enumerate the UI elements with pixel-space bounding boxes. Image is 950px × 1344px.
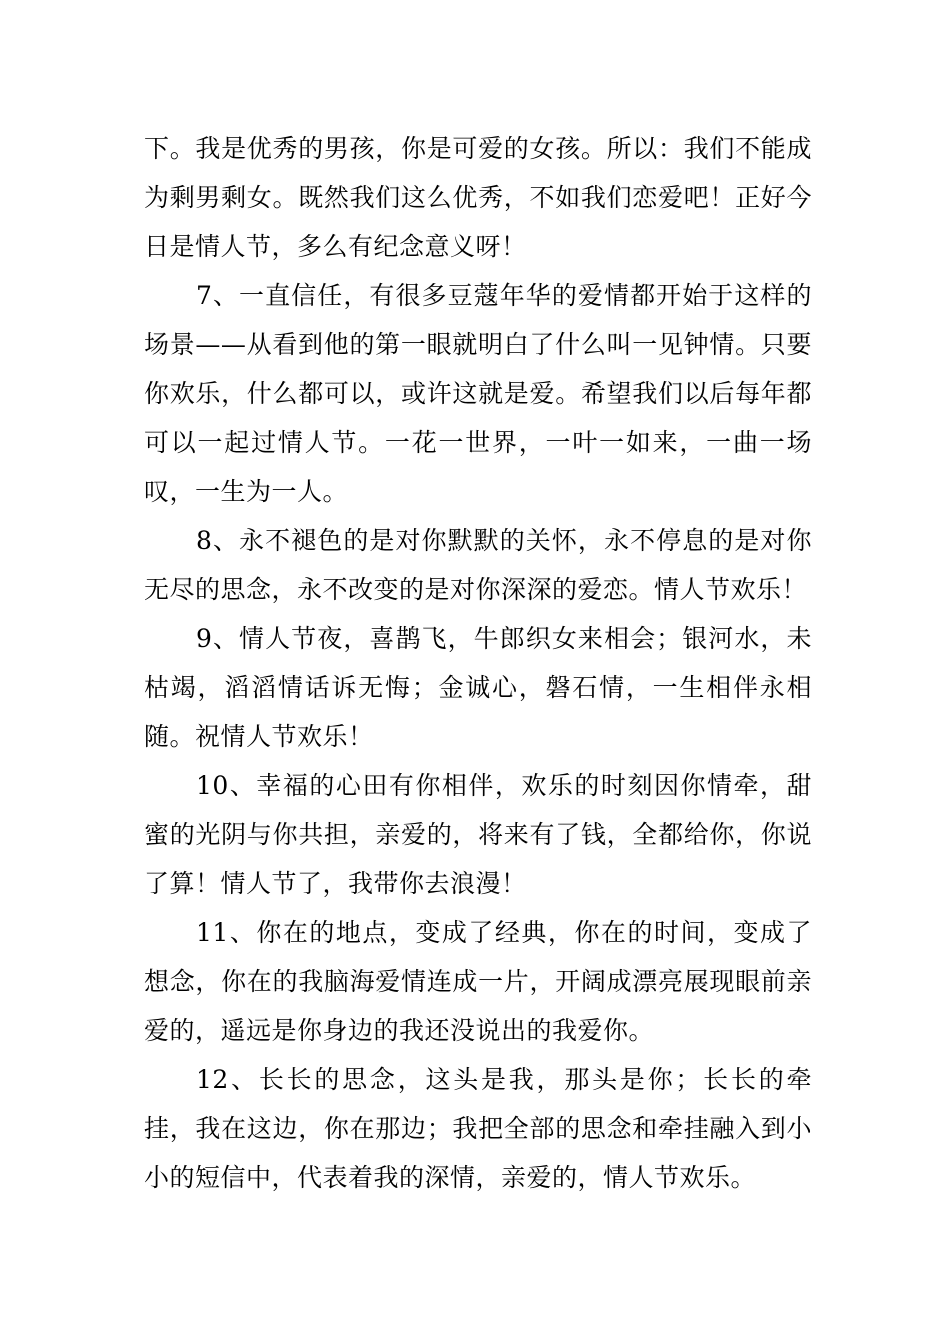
paragraph-continuation: 下。我是优秀的男孩，你是可爱的女孩。所以：我们不能成为剩男剩女。既然我们这么优秀，不如我们恋爱吧！正好今日是情人节，多么有纪念意义呀！ xyxy=(144,134,812,261)
paragraph-item-8: 8、永不褪色的是对你默默的关怀，永不停息的是对你无尽的思念，永不改变的是对你深深的爱恋。情人节欢乐！ xyxy=(144,526,812,604)
paragraph-item-10: 10、幸福的心田有你相伴，欢乐的时刻因你情牵，甜蜜的光阴与你共担，亲爱的，将来有了钱，全都给你，你说了算！情人节了，我带你去浪漫！ xyxy=(144,771,812,898)
paragraph-item-9: 9、情人节夜，喜鹊飞，牛郎织女来相会；银河水，未枯竭，滔滔情话诉无悔；金诚心，磐石情，一生相伴永相随。祝情人节欢乐！ xyxy=(144,624,812,751)
paragraph-item-7: 7、一直信任，有很多豆蔻年华的爱情都开始于这样的场景——从看到他的第一眼就明白了什么叫一见钟情。只要你欢乐，什么都可以，或许这就是爱。希望我们以后每年都可以一起过情人节。一花一世界，一叶一如来，一曲一场叹，一生为一人。 xyxy=(144,281,812,506)
paragraph-item-11: 11、你在的地点，变成了经典，你在的时间，变成了想念，你在的我脑海爱情连成一片，开阔成漂亮展现眼前亲爱的，遥远是你身边的我还没说出的我爱你。 xyxy=(144,918,812,1045)
document-body xyxy=(144,124,812,1202)
paragraph-item-12: 12、长长的思念，这头是我，那头是你；长长的牵挂，我在这边，你在那边；我把全部的思念和牵挂融入到小小的短信中，代表着我的深情，亲爱的，情人节欢乐。 xyxy=(144,1065,812,1192)
